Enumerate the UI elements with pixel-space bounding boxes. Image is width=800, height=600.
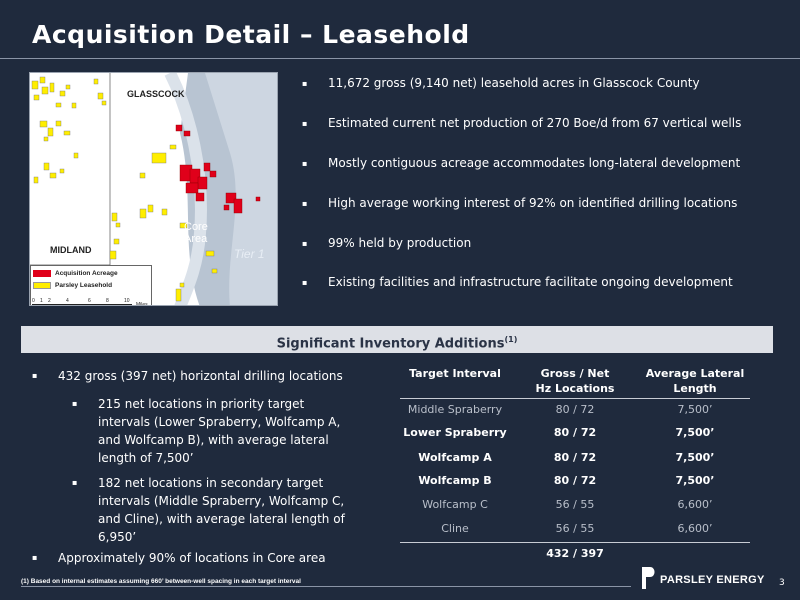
cell-interval: Wolfcamp A (418, 451, 492, 464)
legend-label: Acquisition Acreage (55, 270, 118, 278)
highlight-item: ▪ 11,672 gross (9,140 net) leasehold acres in Glasscock County (302, 76, 700, 90)
subbullet-line: 6,950’ (98, 530, 137, 544)
county-label-midland: MIDLAND (50, 245, 92, 255)
cell-length: 6,600’ (677, 498, 713, 511)
cell-length: 7,500’ (675, 451, 715, 464)
table-row (400, 421, 750, 444)
highlight-item: ▪ Mostly contiguous acreage accommodates long-lateral development (302, 156, 741, 170)
scale-tick: 2 (48, 298, 51, 304)
cell-locations: 56 / 55 (555, 522, 595, 535)
highlight-text: 99% held by production (328, 236, 472, 250)
title-divider (0, 58, 800, 59)
core-label-line1: Core (184, 221, 208, 233)
subbullet-line: intervals (Lower Spraberry, Wolfcamp A, (98, 415, 341, 429)
parsley-logo-icon (640, 565, 658, 591)
subbullet-line: and Wolfcamp B), with average lateral (98, 433, 329, 447)
column-header-length (640, 366, 750, 396)
header-line: Length (673, 382, 717, 395)
subbullet-line: and Cline), with average lateral length of (98, 512, 345, 526)
table-row (400, 446, 750, 469)
cell-length: 7,500’ (675, 474, 715, 487)
page-number: 3 (779, 578, 785, 588)
cell-interval: Lower Spraberry (403, 426, 507, 439)
legend-item-leasehold (33, 282, 112, 291)
header-line: Average Lateral (645, 367, 745, 380)
scale-tick: 10 (124, 298, 130, 304)
total-divider (400, 542, 750, 543)
legend-label: Parsley Leasehold (55, 282, 113, 290)
core-area-bullet: ▪ Approximately 90% of locations in Core area (32, 551, 326, 565)
cell-locations: 80 / 72 (553, 474, 597, 487)
cell-interval: Middle Spraberry (407, 403, 503, 416)
cell-interval: Wolfcamp C (422, 498, 488, 511)
legend-item-acquisition (33, 270, 118, 279)
header-line: Hz Locations (535, 382, 615, 395)
highlight-text: Mostly contiguous acreage accommodates long-lateral development (328, 156, 741, 170)
section-header (21, 326, 773, 353)
subbullet-line: 182 net locations in secondary target (98, 476, 324, 490)
highlight-text: 11,672 gross (9,140 net) leasehold acres in Glasscock County (328, 76, 700, 90)
section-footnote-ref: (1) (504, 335, 518, 344)
cell-interval: Wolfcamp B (418, 474, 492, 487)
page-title: Acquisition Detail – Leasehold (32, 20, 470, 49)
core-label-line2: Area (184, 233, 208, 245)
table-row (400, 493, 750, 516)
core-area-label (184, 221, 208, 245)
column-header-interval: Target Interval (409, 367, 501, 380)
locations-bullet: ▪ 432 gross (397 net) horizontal drilling locations (32, 369, 343, 383)
subbullet-line: length of 7,500’ (98, 451, 194, 465)
scale-tick: 4 (66, 298, 69, 304)
cell-length: 6,600’ (677, 522, 713, 535)
cell-locations: 80 / 72 (553, 451, 597, 464)
highlight-item: ▪ Existing facilities and infrastructure facilitate ongoing development (302, 275, 733, 289)
cell-locations: 80 / 72 (555, 403, 595, 416)
bullet-text: 432 gross (397 net) horizontal drilling locations (58, 369, 343, 383)
scale-bar (32, 304, 132, 306)
cell-interval: Cline (441, 522, 469, 535)
table-row (400, 398, 750, 421)
logo-wordmark: PARSLEY ENERGY (660, 574, 765, 586)
county-label-glasscock: GLASSCOCK (127, 89, 185, 99)
section-title: Significant Inventory Additions (276, 336, 505, 352)
tier-label: Tier 1 (234, 247, 265, 261)
bullet-text: Approximately 90% of locations in Core area (58, 551, 326, 565)
table-total: 432 / 397 (546, 547, 604, 560)
scale-tick: 8 (106, 298, 109, 304)
cell-length: 7,500’ (675, 426, 715, 439)
scale-tick: 6 (88, 298, 91, 304)
cell-locations: 56 / 55 (555, 498, 595, 511)
highlight-text: High average working interest of 92% on identified drilling locations (328, 196, 738, 210)
footnote: (1) Based on internal estimates assuming 660’ between-well spacing in each target interval (21, 578, 301, 585)
table-row (400, 517, 750, 540)
scale-tick: 0 (32, 298, 35, 304)
cell-length: 7,500’ (677, 403, 713, 416)
secondary-subbullet: ▪ 182 net locations in secondary target intervals (Middle Spraberry, Wolfcamp C, and Cline), with average lateral length of 6,950’ (98, 474, 368, 546)
acreage-map (29, 72, 278, 306)
table-row (400, 469, 750, 492)
highlight-text: Existing facilities and infrastructure facilitate ongoing development (328, 275, 733, 289)
scale-unit: Miles (136, 302, 148, 306)
scale-tick: 1 (40, 298, 43, 304)
footer-divider (21, 586, 631, 587)
column-header-locations (520, 366, 630, 396)
cell-locations: 80 / 72 (553, 426, 597, 439)
highlight-item: ▪ High average working interest of 92% on identified drilling locations (302, 196, 738, 210)
highlight-item: ▪ 99% held by production (302, 236, 472, 250)
subbullet-line: intervals (Middle Spraberry, Wolfcamp C, (98, 494, 345, 508)
highlight-text: Estimated current net production of 270 Boe/d from 67 vertical wells (328, 116, 742, 130)
company-logo (640, 565, 780, 591)
priority-subbullet: ▪ 215 net locations in priority target intervals (Lower Spraberry, Wolfcamp A, and Wolfcamp B), with average lateral length of 7,500’ (98, 395, 368, 467)
header-line: Gross / Net (540, 367, 610, 380)
subbullet-line: 215 net locations in priority target (98, 397, 305, 411)
leasehold-swatch (33, 282, 51, 289)
highlight-item: ▪ Estimated current net production of 270 Boe/d from 67 vertical wells (302, 116, 742, 130)
acquisition-swatch (33, 270, 51, 277)
